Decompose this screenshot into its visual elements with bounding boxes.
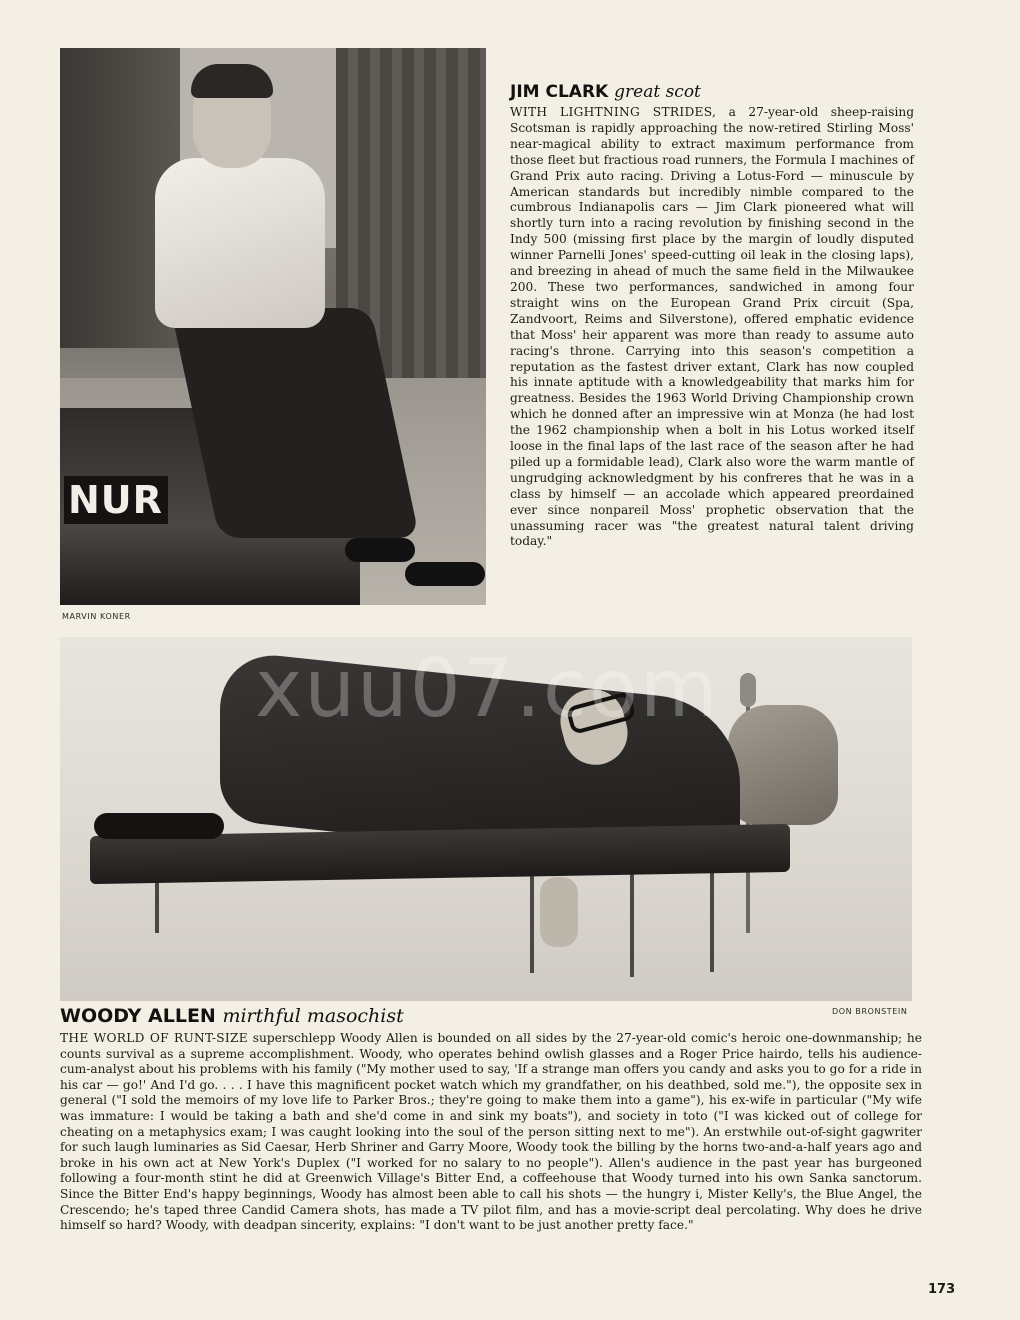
photo-shoes <box>94 813 224 839</box>
article-body-woody-allen <box>60 1031 922 1234</box>
bench-leg <box>530 873 534 973</box>
photo-credit-bronstein: DON BRONSTEIN <box>832 1007 908 1016</box>
person-shoe <box>405 562 485 586</box>
watermark: xuu07.com <box>255 642 720 735</box>
headline-name: JIM CLARK <box>510 82 609 102</box>
headline-subhead: great scot <box>614 82 701 102</box>
article-lead: THE WORLD OF RUNT-SIZE <box>60 1031 248 1045</box>
jim-clark-photo <box>60 48 486 605</box>
photo-mic <box>740 673 756 707</box>
person-shirt <box>155 158 325 328</box>
bench-leg <box>630 867 634 977</box>
photo-hand <box>540 877 578 947</box>
article-lead: WITH LIGHTNING STRIDES, <box>510 105 717 119</box>
article-body-jim-clark <box>510 105 914 550</box>
page-number: 173 <box>928 1282 956 1297</box>
article-text: a 27-year-old sheep-raising Scotsman is rapidly approaching the now-retired Stirling Moss' near-magical ability to extract maximum performance from those fleet but fractious road runners, the Formula I machines of Grand Prix auto racing. Driving a Lotus-Ford — minuscule by American standards but incredibly nimble compared to the cumbrous Indianapolis cars — Jim Clark pioneered what will shortly turn into a racing revolution by finishing second in the Indy 500 (missing first place by the margin of loudly disputed winner Parnelli Jones' speed-cutting oil leak in the closing laps), and breezing in ahead of much the same field in the Milwaukee 200. These two performances, sandwiched in among four straight wins on the European Grand Prix circuit (Spa, Zandvoort, Reims and Silverstone), offered emphatic evidence that Moss' heir apparent was more than ready to assume auto racing's throne. Carrying into this season's competition a reputation as the fastest driver extant, Clark has now coupled his innate aptitude with a knowledgeability that marks him for greatness. Besides the 1963 World Driving Championship crown which he donned after an impressive win at Monza (he had lost the 1962 championship when a bolt in his Lotus worked itself loose in the final laps of the last race of the season after he had piled up a formidable lead), Clark also wore the warm mantle of ungrudging acknowledgment by his confreres that he was in a class by himself — an accolade which appeared preordained ever since nonpareil Moss' prophetic observation that the unassuming racer was "the greatest natural talent driving today." <box>510 105 915 549</box>
headline-name: WOODY ALLEN <box>60 1005 216 1027</box>
article-text: superschlepp Woody Allen is bounded on all sides by the 27-year-old comic's heroic one-downmanship; he counts survival as a supreme accomplishment. Woody, who operates behind owlish glasses and a Roger Price hairdo, tells his audience-cum-analyst about his problems with his family ("My mother used to say, 'If a strange man offers you candy and asks you to go for a ride in his car — go!' And I'd go. . . . I have this magnificent pocket watch which my grandfather, on his deathbed, sold me."), the opposite sex in general ("I sold the memoirs of my love life to Parker Bros.; they're going to make them into a game"), his ex-wife in particular ("My wife was immature: I would be taking a bath and she'd come in and sink my boats"), and society in toto ("I was kicked out of college for cheating on a metaphysics exam; I was caught looking into the soul of the person sitting next to me"). An erstwhile out-of-sight gagwriter for such laugh luminaries as Sid Caesar, Herb Shriner and Garry Moore, Woody took the billing by the horns two-and-a-half years ago and broke in his own act at New York's Duplex ("I worked for no salary to no people"). Allen's audience in the past year has burgeoned following a four-month stint he did at Greenwich Village's Bitter End, a coffeehouse that Woody turned into his own Sanka sanctorum. Since the Bitter End's happy beginnings, Woody has almost been able to call his shots — the hungry i, Mister Kelly's, the Blue Angel, the Crescendo; he's taped three Candid Camera shots, has made a TV pilot film, and has a movie-script deal percolating. Why does he drive himself so hard? Woody, with deadpan sincerity, explains: "I don't want to be just another pretty face." <box>60 1031 922 1233</box>
photo-person-clark <box>155 68 375 588</box>
photo-credit-koner: MARVIN KONER <box>62 612 131 621</box>
headline-woody-allen <box>60 1005 404 1027</box>
photo-chair <box>728 705 838 825</box>
bench-leg <box>710 862 714 972</box>
headline-subhead: mirthful masochist <box>222 1005 404 1027</box>
person-hair <box>191 64 273 98</box>
license-plate: NUR <box>64 476 168 524</box>
headline-jim-clark <box>510 82 701 102</box>
person-shoe <box>345 538 415 562</box>
